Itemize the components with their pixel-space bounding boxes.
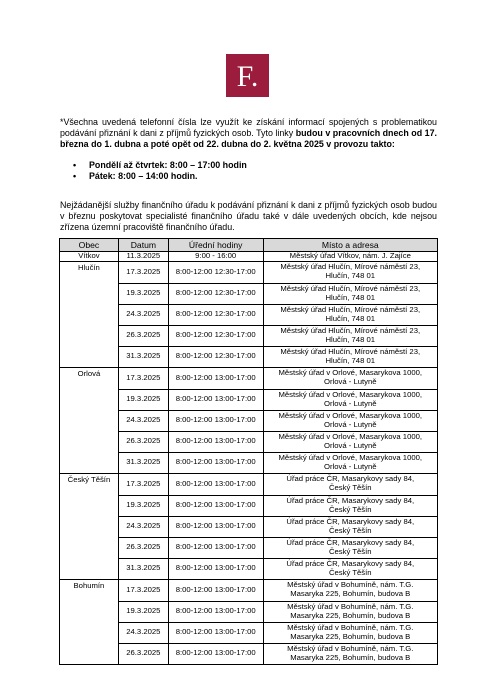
cell-hodiny: 8:00-12:00 13:00-17:00 [168, 474, 263, 496]
cell-obec: Vítkov [60, 252, 119, 262]
address-line-1: Městský úřad v Orlové, Masarykova 1000, [278, 431, 423, 441]
services-paragraph: Nejžádanější služby finančního úřadu k podávání přiznání k dani z příjmů fyzických osob budou v březnu poskytovat specialisté finančního úřadu také v dále uvedených obcích, kde nejsou zřízena územní pracoviště finančního úřadu. [60, 200, 437, 232]
intro-paragraph [60, 117, 437, 150]
cell-hodiny: 8:00-12:00 12:30-17:00 [168, 346, 263, 368]
address-line-2: Masaryka 225, Bohumín, budova B [290, 631, 411, 641]
table-row [60, 452, 438, 474]
address-line-2: Masaryka 225, Bohumín, budova B [290, 652, 411, 662]
address-line-1: Městský úřad v Orlové, Masarykova 1000, [278, 368, 423, 378]
table-row [60, 643, 438, 665]
cell-datum: 11.3.2025 [118, 252, 168, 262]
table-row [60, 346, 438, 368]
cell-obec [60, 622, 119, 643]
cell-datum: 19.3.2025 [118, 283, 168, 304]
cell-datum: 17.3.2025 [118, 474, 168, 496]
address-line-2: Orlová - Lutyně [323, 377, 377, 387]
cell-datum: 31.3.2025 [118, 346, 168, 368]
cell-hodiny: 8:00-12:00 13:00-17:00 [168, 431, 263, 452]
cell-datum: 19.3.2025 [118, 601, 168, 622]
address-line-2: Orlová - Lutyně [323, 440, 377, 450]
cell-misto [263, 537, 437, 558]
cell-datum: 19.3.2025 [118, 495, 168, 516]
address-line-2: Masaryka 225, Bohumín, budova B [290, 589, 411, 599]
cell-obec [60, 346, 119, 368]
cell-hodiny: 8:00-12:00 13:00-17:00 [168, 643, 263, 665]
address-line-1: Městský úřad v Orlové, Masarykova 1000, [278, 389, 423, 399]
table-header-row [60, 239, 438, 252]
cell-datum: 31.3.2025 [118, 558, 168, 580]
address-line-1: Městský úřad Hlučín, Mírové náměstí 23, [280, 283, 421, 293]
cell-hodiny: 8:00-12:00 12:30-17:00 [168, 325, 263, 346]
cell-datum: 26.3.2025 [118, 643, 168, 665]
address-line-1: Městský úřad v Orlové, Masarykova 1000, [278, 410, 423, 420]
table-row [60, 601, 438, 622]
address-line-2: Hlučín, 748 01 [325, 292, 376, 302]
header-obec: Obec [60, 239, 119, 252]
cell-obec [60, 558, 119, 580]
address-line-1: Městský úřad v Bohumíně, nám. T.G. [287, 580, 414, 590]
address-line-1: Městský úřad Hlučín, Mírové náměstí 23, [280, 262, 421, 272]
cell-obec [60, 325, 119, 346]
cell-hodiny: 8:00-12:00 13:00-17:00 [168, 495, 263, 516]
address-line-2: Český Těšín [328, 567, 372, 577]
financni-sprava-logo [226, 54, 269, 97]
address-line-2: Orlová - Lutyně [323, 461, 377, 471]
cell-misto [263, 643, 437, 665]
cell-hodiny: 8:00-12:00 13:00-17:00 [168, 389, 263, 410]
address-line-1: Městský úřad v Orlové, Masarykova 1000, [278, 452, 423, 462]
cell-hodiny: 8:00-12:00 13:00-17:00 [168, 516, 263, 537]
cell-hodiny: 8:00-12:00 12:30-17:00 [168, 304, 263, 325]
cell-datum: 17.3.2025 [118, 262, 168, 284]
cell-datum: 24.3.2025 [118, 516, 168, 537]
cell-misto [263, 622, 437, 643]
cell-datum: 24.3.2025 [118, 304, 168, 325]
cell-misto [263, 474, 437, 496]
cell-datum: 24.3.2025 [118, 410, 168, 431]
table-row [60, 368, 438, 390]
cell-datum: 17.3.2025 [118, 368, 168, 390]
cell-misto [263, 580, 437, 602]
address-line-1: Městský úřad v Bohumíně, nám. T.G. [287, 643, 414, 653]
address-line-1: Městský úřad Hlučín, Mírové náměstí 23, [280, 325, 421, 335]
intro-bold-text: budou v pracovních dnech od 17. března do 1. dubna a poté opět od 22. dubna do 2. května 2025 v provozu takto: [60, 128, 437, 149]
cell-obec [60, 537, 119, 558]
address-line-1: Úřad práce ČR, Masarykovy sady 84, [286, 537, 415, 547]
address-line-1: Úřad práce ČR, Masarykovy sady 84, [286, 495, 415, 505]
address-line-2: Orlová - Lutyně [323, 419, 377, 429]
table-row [60, 431, 438, 452]
cell-obec: Český Těšín [60, 474, 119, 496]
intro-text: *Všechna uvedená telefonní čísla lze využít ke získání informací spojených s problematikou podávání přiznání k dani z příjmů fyzických osob. Tyto linky [60, 117, 437, 138]
table-row [60, 580, 438, 602]
cell-datum: 26.3.2025 [118, 431, 168, 452]
table-row [60, 622, 438, 643]
table-row [60, 389, 438, 410]
cell-misto [263, 601, 437, 622]
logo-letter: F. [236, 59, 259, 93]
address-line-2: Hlučín, 748 01 [325, 271, 376, 281]
table-row [60, 304, 438, 325]
address-line-1: Městský úřad v Bohumíně, nám. T.G. [287, 622, 414, 632]
cell-misto [263, 452, 437, 474]
cell-obec: Orlová [60, 368, 119, 390]
address-line-1: Úřad práce ČR, Masarykovy sady 84, [286, 516, 415, 526]
cell-obec: Hlučín [60, 262, 119, 284]
table-row [60, 262, 438, 284]
cell-misto [263, 346, 437, 368]
cell-misto [263, 558, 437, 580]
address-line-2: Orlová - Lutyně [323, 398, 377, 408]
address-line-2: Hlučín, 748 01 [325, 355, 376, 365]
cell-obec: Bohumín [60, 580, 119, 602]
cell-obec [60, 431, 119, 452]
address-line-1: Úřad práce ČR, Masarykovy sady 84, [286, 474, 415, 484]
cell-misto [263, 325, 437, 346]
schedule-body [60, 252, 438, 665]
address-line-2: Český Těšín [328, 546, 372, 556]
cell-obec [60, 495, 119, 516]
cell-misto [263, 516, 437, 537]
table-row [60, 558, 438, 580]
cell-datum: 24.3.2025 [118, 622, 168, 643]
cell-misto [263, 262, 437, 284]
address-line-1: Městský úřad Hlučín, Mírové náměstí 23, [280, 304, 421, 314]
table-row [60, 537, 438, 558]
cell-obec [60, 389, 119, 410]
address-line-2: Český Těšín [328, 525, 372, 535]
cell-obec [60, 283, 119, 304]
header-misto: Místo a adresa [263, 239, 437, 252]
table-row [60, 474, 438, 496]
table-row [60, 283, 438, 304]
cell-hodiny: 8:00-12:00 13:00-17:00 [168, 410, 263, 431]
cell-obec [60, 516, 119, 537]
cell-hodiny: 8:00-12:00 13:00-17:00 [168, 368, 263, 390]
cell-hodiny: 8:00-12:00 13:00-17:00 [168, 452, 263, 474]
cell-datum: 31.3.2025 [118, 452, 168, 474]
cell-misto [263, 368, 437, 390]
table-row [60, 325, 438, 346]
cell-hodiny: 8:00-12:00 13:00-17:00 [168, 558, 263, 580]
address-line-2: Český Těšín [328, 504, 372, 514]
header-datum: Datum [118, 239, 168, 252]
cell-hodiny: 8:00-12:00 13:00-17:00 [168, 537, 263, 558]
cell-misto [263, 431, 437, 452]
address-line-2: Hlučín, 748 01 [325, 313, 376, 323]
table-row [60, 252, 438, 262]
cell-hodiny: 8:00-12:00 13:00-17:00 [168, 622, 263, 643]
cell-datum: 26.3.2025 [118, 325, 168, 346]
cell-misto [263, 283, 437, 304]
address-line-1: Úřad práce ČR, Masarykovy sady 84, [286, 558, 415, 568]
cell-datum: 26.3.2025 [118, 537, 168, 558]
table-row [60, 410, 438, 431]
cell-hodiny: 8:00-12:00 13:00-17:00 [168, 601, 263, 622]
table-row [60, 516, 438, 537]
address-line-1: Městský úřad v Bohumíně, nám. T.G. [287, 601, 414, 611]
address-line-2: Český Těšín [328, 483, 372, 493]
cell-hodiny: 8:00-12:00 12:30-17:00 [168, 262, 263, 284]
office-hours-list [73, 160, 247, 182]
address-line-1: Městský úřad Vítkov, nám. J. Zajíce [289, 251, 411, 261]
address-line-2: Hlučín, 748 01 [325, 334, 376, 344]
cell-misto [263, 252, 437, 262]
hours-fri: • Pátek: 8:00 – 14:00 hodin. [73, 171, 247, 182]
cell-misto [263, 304, 437, 325]
header-hodiny: Úřední hodiny [168, 239, 263, 252]
cell-misto [263, 389, 437, 410]
cell-obec [60, 410, 119, 431]
cell-datum: 17.3.2025 [118, 580, 168, 602]
cell-hodiny: 9:00 - 16:00 [168, 252, 263, 262]
cell-obec [60, 643, 119, 665]
hours-mon-thu: • Pondělí až čtvrtek: 8:00 – 17:00 hodin [73, 160, 247, 171]
cell-datum: 19.3.2025 [118, 389, 168, 410]
cell-misto [263, 495, 437, 516]
table-row [60, 495, 438, 516]
schedule-table [59, 238, 438, 665]
address-line-2: Masaryka 225, Bohumín, budova B [290, 610, 411, 620]
cell-obec [60, 452, 119, 474]
cell-obec [60, 304, 119, 325]
cell-misto [263, 410, 437, 431]
cell-hodiny: 8:00-12:00 12:30-17:00 [168, 283, 263, 304]
cell-hodiny: 8:00-12:00 13:00-17:00 [168, 580, 263, 602]
cell-obec [60, 601, 119, 622]
address-line-1: Městský úřad Hlučín, Mírové náměstí 23, [280, 346, 421, 356]
